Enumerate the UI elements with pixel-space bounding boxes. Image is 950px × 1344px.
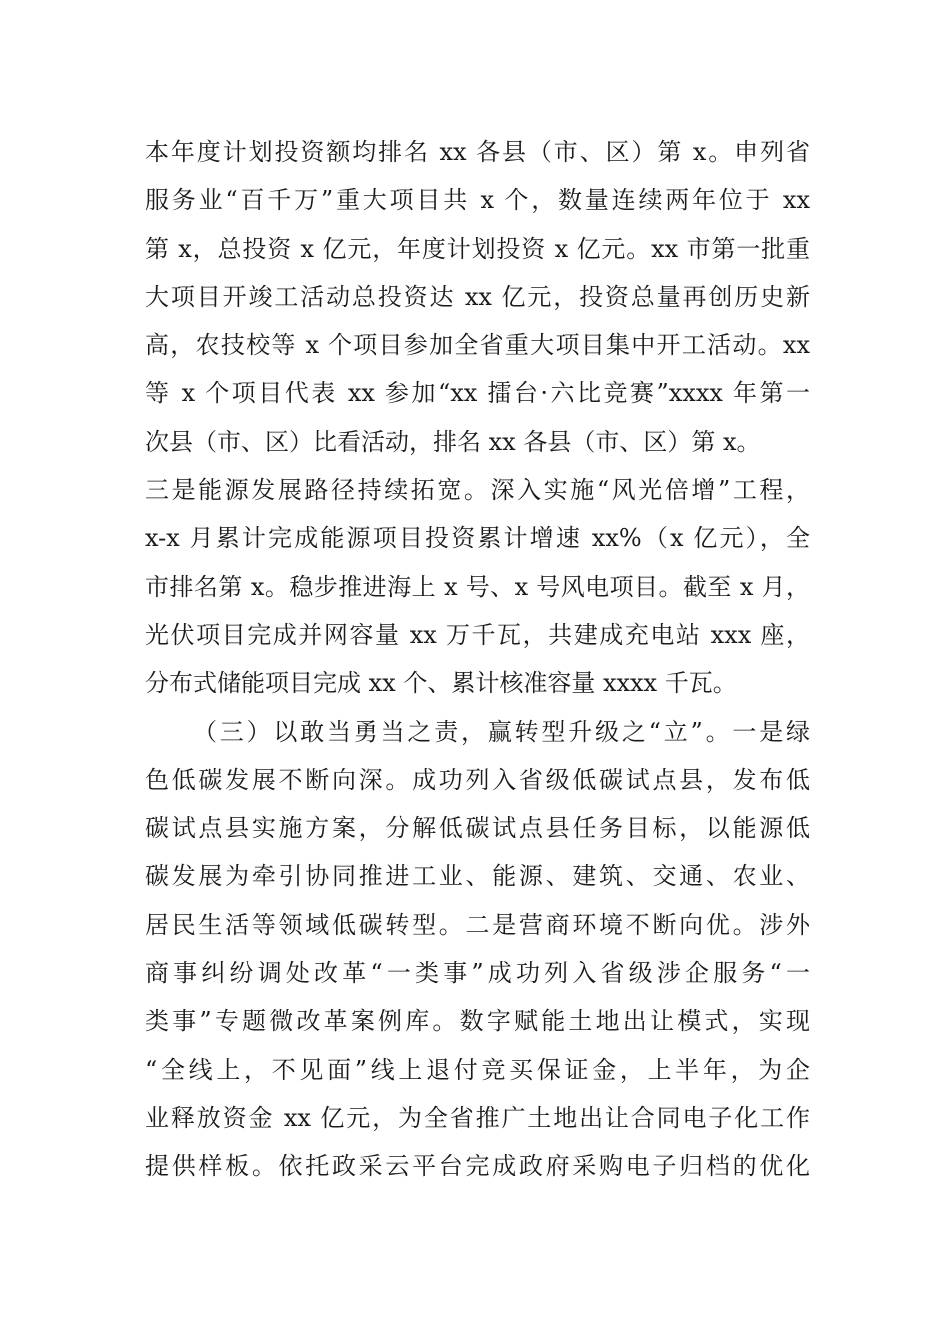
text-line-21: 业释放资金 xx 亿元，为全省推广土地出让合同电子化工作	[145, 1103, 810, 1132]
text-line-15: 碳试点县实施方案，分解低碳试点县任务目标，以能源低	[145, 814, 810, 843]
text-line-22: 提供样板。依托政采云平台完成政府采购电子归档的优化	[145, 1152, 810, 1181]
text-line-18: 商事纠纷调处改革“一类事”成功列入省级涉企服务“一	[145, 959, 810, 988]
text-line-16: 碳发展为牵引协同推进工业、能源、建筑、交通、农业、	[145, 862, 810, 891]
body-text	[145, 128, 810, 1191]
text-line-19: 类事”专题微改革案例库。数字赋能土地出让模式，实现	[145, 1007, 810, 1036]
paragraph-heading-line: （三）以敢当勇当之责，赢转型升级之“立”。一是绿	[193, 717, 810, 746]
text-line-9: x-x 月累计完成能源项目投资累计增速 xx%（x 亿元），全	[145, 524, 810, 553]
text-line-7: 次县（市、区）比看活动，排名 xx 各县（市、区）第 x。	[145, 427, 761, 456]
text-line-5: 高，农技校等 x 个项目参加全省重大项目集中开工活动。xx	[145, 331, 810, 360]
text-line-6: 等 x 个项目代表 xx 参加“xx 擂台·六比竞赛”xxxx 年第一	[145, 379, 810, 408]
text-line-11: 光伏项目完成并网容量 xx 万千瓦，共建成充电站 xxx 座，	[145, 620, 810, 649]
text-line-8: 三是能源发展路径持续拓宽。深入实施“风光倍增”工程，	[145, 476, 810, 505]
text-line-2: 服务业“百千万”重大项目共 x 个，数量连续两年位于 xx	[145, 186, 810, 215]
text-line-14: 色低碳发展不断向深。成功列入省级低碳试点县，发布低	[145, 765, 810, 794]
text-line-3: 第 x，总投资 x 亿元，年度计划投资 x 亿元。xx 市第一批重	[145, 234, 810, 263]
text-line-17: 居民生活等领域低碳转型。二是营商环境不断向优。涉外	[145, 910, 810, 939]
text-line-4: 大项目开竣工活动总投资达 xx 亿元，投资总量再创历史新	[145, 282, 810, 311]
text-line-1: 本年度计划投资额均排名 xx 各县（市、区）第 x。申列省	[145, 138, 810, 166]
text-line-20: “全线上，不见面”线上退付竞买保证金，上半年，为企	[145, 1055, 810, 1084]
text-line-10: 市排名第 x。稳步推进海上 x 号、x 号风电项目。截至 x 月，	[145, 572, 810, 601]
text-line-12: 分布式储能项目完成 xx 个、累计核准容量 xxxx 千瓦。	[145, 669, 737, 698]
